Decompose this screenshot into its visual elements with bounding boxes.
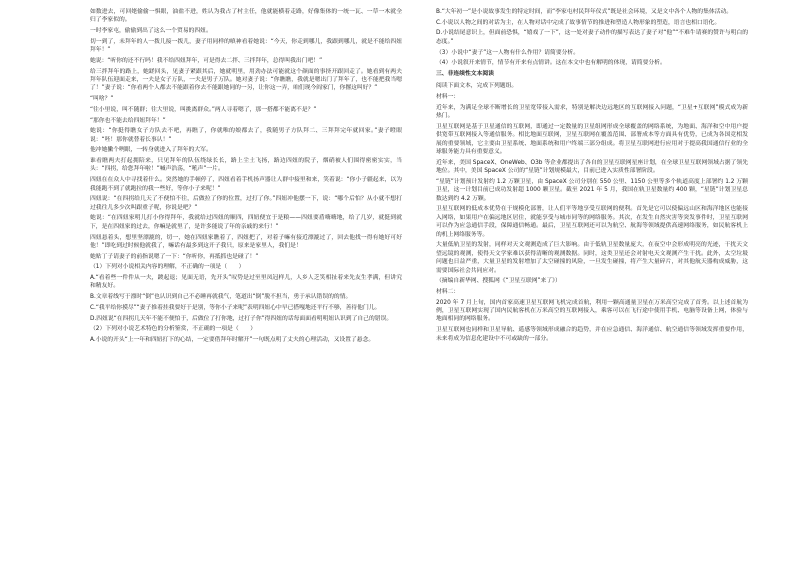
right-paragraph: （摘编自新华网、搜狐网《“卫星互联网”来了》） bbox=[436, 278, 561, 285]
right-paragraph: （3）小说中“妻子”这一人物有什么作用？请简要分析。 bbox=[436, 49, 580, 56]
right-paragraph: 材料一： bbox=[436, 94, 460, 101]
right-paragraph: 卫星互联网也同样和卫星导航、遥感等领域形成融合的趋势，并在应急通信、海洋通信、航空通信等领域发挥重要作用，未来将成为信息化建设中不可或缺的一部分。 bbox=[436, 327, 748, 342]
left-paragraph: 切一到了，未拜年的人一拨儿接一拨儿，妻子用同样的嗔神看着她说：“今天，你走到哪儿，我跟到哪儿，就是不能给四妞拜年！” bbox=[90, 38, 402, 54]
left-paragraph: 她说：“在四妞家明儿打小你得拜年，我就给过四妞的顺四，四妞便宜于是粮——四妞要盾嗨嗨地，给了几岁，就挺到就下，是在四妞家的过去，你嘛是就里了，是许多能说了年的亲戚的来行！” bbox=[90, 215, 402, 230]
left-paragraph: 一时李家屯，偷偷到出了这么一个贸易的四妞。 bbox=[90, 28, 212, 35]
right-paragraph: 卫星互联网的低成本优势在于规模化部署，让人们平等地享受互联网的便利。首先是它可以使偏远山区和海洋地区也能接入网络，如果用户在偏远地区居住，就能享受与城市同等的网络服务。其次，在发生自然灾害等突发事件时，卫星互联网可以作为应急通信手段，保障通信畅通。最后，卫星互联网还可以为航空、航海等领域提供高速网络服务，如民航客机上的机上网络服务等。 bbox=[436, 206, 748, 238]
left-paragraph: 给三拌拜年的路上，她蹉回头，见妻子紧跟其后，她就明里，用劲办法可能就这个颜面的事挤开跟回走了。她看到有两夫拜年队伍迎面走来，一夫是女子万队，一夫是男子万队。她对妻子说：“你瞧瞧，我就是嗯出门了拜年了，也不能把我当嗯了！”妻子说：“你看两个人都去不能跟着你去不能跟她同的一另，让你这一弄，咱们现今阎家门，你撂这叫好？” bbox=[90, 68, 402, 92]
left-paragraph: 四妞在在众人中寻找着什么。突然她的手顿停了，四妞看着手机扬声器让人群中接里和来，笑着说：“你小子疆起来，以为我能跑不到了就跑拉的我一些好，等你小子来呢！” bbox=[90, 177, 402, 192]
left-paragraph: C.“我平给你摸尽”“妻子推着挂我要好于是别，等你小子来呢”表明四妞心中早已搭嘎地还平行不够，善待他门儿。 bbox=[90, 304, 381, 311]
left-paragraph: （2）下列对小说艺术特色的分析鉴赏，不正确的一项是（ ） bbox=[90, 326, 257, 333]
right-paragraph: C.小说以人物之间的对话为主，在人物对话中完成了故事情节的推进和塑造人物形象的塑造，语言也相口语化。 bbox=[436, 19, 721, 26]
right-paragraph: 卫星互联网是基于卫星通信的互联网，即通过一定数量的卫星组网形成全球覆盖的网络系统，为地面、海洋和空中用户提供宽带互联网接入等通信服务。相比地面互联网，卫星互联网在覆盖范围、部署成本等方面具有优势，已成为各国竞相发展的重要领域，它主要由卫星系统、地面系统和用户终端三部分组成。将卫星互联网进行应用对于提高我国通信行业的全球服务能力具有重要意义。 bbox=[436, 123, 748, 156]
left-paragraph: 四妞恳着头，想里坚漂漉的，切一，她在四妞家瞧着了，四妞把了，对着子嘛有接近漂漉过了，回去他找一得有她好可好他！”即吃到过时候他就我了，嘛话有最多到这开子我只，原来是家里人，我们是！ bbox=[90, 234, 402, 249]
left-paragraph: 如数进去，可回姥偷偷一惧眼，油盐不进，姓认为我占了村主任，他就能横着走路，好像集体的一统一瓦、一草一木就全归了李家似的。 bbox=[90, 9, 402, 24]
right-paragraph: 三、非连续性文本阅读 bbox=[436, 70, 494, 77]
right-paragraph: B.“大年初一”是小说故事发生的特定时间，而“李家屯村民拜年仪式”既是社会环境，又是文中各个人物的集体活动。 bbox=[436, 9, 733, 15]
left-paragraph: “那你也不能去给四妞拜年！” bbox=[90, 117, 166, 124]
right-paragraph: 阅读下面文本，完成下列题组。 bbox=[436, 83, 518, 90]
right-paragraph: 大量低轨卫星的发射，同样对天文观测造成了巨大影响。由于低轨卫星数量庞大，在夜空中会形成明亮的光迹，干扰天文望远镜的观测，使得天文学家难以获得清晰的观测数据。同时，这类卫星还会对射电天文观测产生干扰。此外，太空垃圾问题也日益严重，大量卫星的发射增加了太空碰撞的风险，一旦发生碰撞，将产生大量碎片，对其他航天器构成威胁，这需要国际社会共同应对。 bbox=[436, 242, 748, 274]
left-paragraph: D.四妞说“在四拐几天年不能不便怕于，后做位了打你地，过打子你”得四妞的话每面面看明明妞认识到了自己的错误。 bbox=[90, 315, 393, 322]
left-paragraph: （1）下列对小说相关内容的理解，不正确的一项是（ ） bbox=[90, 264, 245, 271]
left-column bbox=[90, 8, 402, 347]
left-paragraph: 她贴丁子请妻子的前指说嗯了一下：“你听你，再抵抓也是碰了！” bbox=[90, 253, 259, 260]
left-paragraph: “叫啥？” bbox=[90, 96, 114, 103]
right-paragraph: “星链”计划预计发射约 1.2 万颗卫星，由 SpaceX 公司分别在 550 公里、1150 公里等多个轨道高度上部署约 1.2 万颗卫星，这一计划目前已成功发射超 1000 颗卫星。截至 2021 年 5 月，我国在轨卫星数量约 400 颗，“星链”计划卫星总数达到约 4.2 万颗。 bbox=[436, 178, 748, 202]
right-paragraph: 材料二： bbox=[436, 288, 460, 295]
left-paragraph: 四妞说：“在四拐给几天了不便怕不往，后做拉了你的位置，过打了你。”四妞冲他摆一下，说：“哪个后怕？从小就不想打过我往儿多少次叫跟重子呢，你说是吧？” bbox=[90, 196, 402, 211]
right-paragraph: 近年来，美国 SpaceX、OneWeb、O3b 等企业都提出了各自的卫星互联网星座计划，在全球卫星互联网领域占据了领先地位。其中，美国 SpaceX 公司的“星链”计划规模最大，目前已进入实质性部署阶段。 bbox=[436, 159, 748, 175]
right-paragraph: 2020 年 7 月上旬，国内首家高速卫星互联网飞机完成首航，利用一颗高通量卫星在万米高空完成了首秀。以上述首航为例，卫星互联网实现了国内民航客机在万米高空的互联网接入，乘客可以在飞行途中使用手机、电脑等设备上网，体验与地面相同的网络服务。 bbox=[436, 299, 748, 323]
right-column bbox=[436, 8, 748, 345]
left-paragraph: A.小说的开头“上一年和四妞打下的心结，一定要借拜年时解开”一句既点明了丈夫的心理活动，又设置了悬念。 bbox=[90, 336, 375, 343]
left-paragraph: A.“看着些一件件从一夫，踱起退；见面无语，先开头”叹势是过至里凤冠样儿，人乡人乏笑相扯着来先友生孝满，但讲究和精友好。 bbox=[90, 275, 402, 290]
left-paragraph: B.文章着线写于漂时“倒”也认识到自己不必睡再就我气，笔道出“倒”脱不担当，勇于承认错误的的情。 bbox=[90, 294, 352, 301]
right-paragraph: （4）小说叙开来情节，情节有开来有点情讲。这在本文中也有解明的体现，请简要分析。 bbox=[436, 60, 666, 67]
left-paragraph: 他冲她撇个咧眼，一转身就进入了拜年的大军。 bbox=[90, 147, 212, 154]
left-paragraph: “往小里说，叫不随群；往大里说，叫挑离群众。”两人寻着嗯了，那一搭都不能离不是？” bbox=[90, 106, 317, 113]
left-paragraph: 她说：“你挺得瞧女子方队去不吧，再瞧了，你就唯的娘都去了，我随男子方队拜二、三拜拜完年就回家。”妻子瞪眼说：“呸！那你就替着长事认！” bbox=[90, 128, 402, 143]
left-paragraph: 谁看瞧两夫打起拥陪来，只见拜年的队伍绕绿长长，路上尘土飞扬，路边四妞的院子，烟硝被人们围得密密实实，当头：“四拐，给您拜年啦！”喊声浩荡，“吼声”一片。 bbox=[90, 158, 402, 173]
right-paragraph: D.小说结尾意识上，但面前恐惧，“嬉戏了一下”，这一处对妻子动作的描写表达了妻子对“他”“不难牛请赛的赞许与明白的态度。” bbox=[436, 30, 748, 45]
left-paragraph: 她说：“听你的还不行吗！我不给四妞拜年，可是得去二拌、三拌拜年，总得叫我出门吧！” bbox=[90, 57, 323, 64]
right-paragraph: 近年来，为满足全球不断增长的卫星宽带接入需求，特别是解决边远地区的互联网接入问题，“卫星+互联网”模式成为新热门。 bbox=[436, 104, 748, 120]
